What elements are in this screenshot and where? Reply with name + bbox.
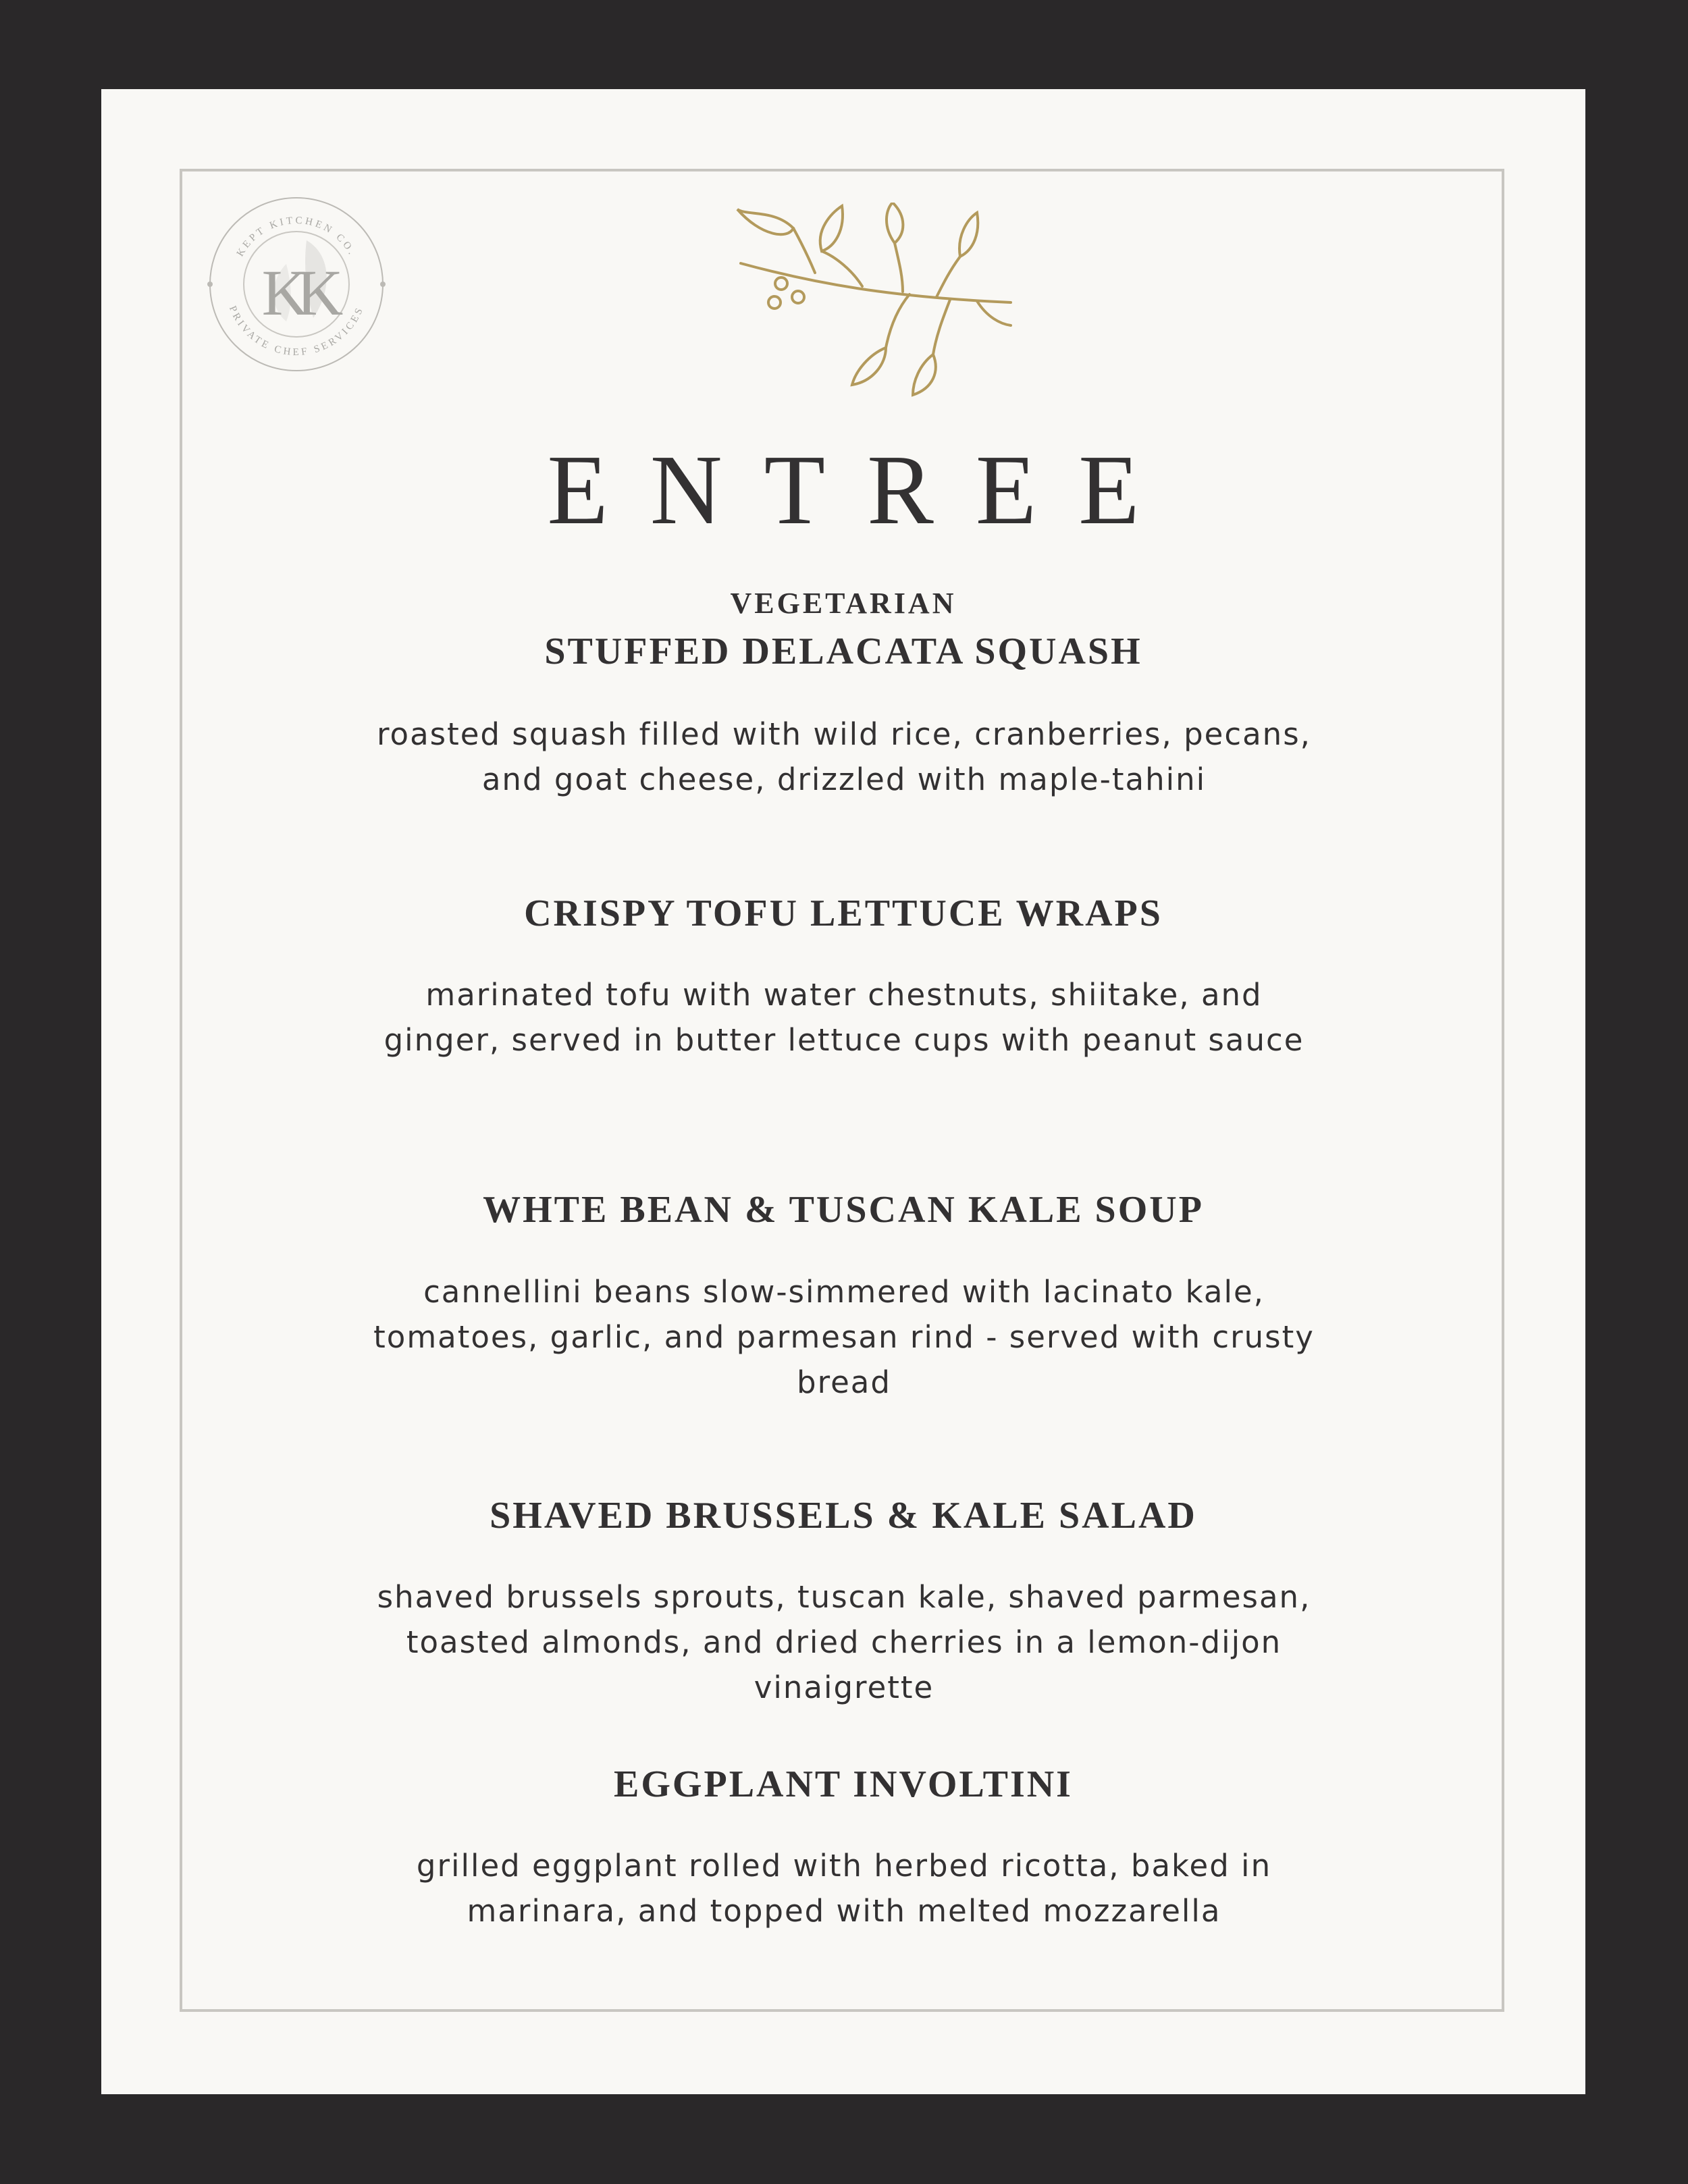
page-title: ENTREE xyxy=(547,435,1182,545)
menu-page xyxy=(101,89,1585,2094)
page-subtitle: VEGETARIAN xyxy=(730,587,957,620)
logo-ring-text-top: KEPT KITCHEN CO. xyxy=(234,215,359,259)
brand-logo xyxy=(205,193,388,375)
menu-item-name: EGGPLANT INVOLTINI xyxy=(614,1763,1073,1805)
menu-item-description: roasted squash filled with wild rice, cranberries, pecans, and goat cheese, drizzled with maple-tahini xyxy=(377,716,1311,797)
svg-text:KEPT KITCHEN CO. xyxy=(235,215,358,259)
menu-item-name: WHTE BEAN & TUSCAN KALE SOUP xyxy=(483,1189,1204,1231)
menu-item-description: cannellini beans slow-simmered with lacinato kale, tomatoes, garlic, and parmesan rind - served with crusty bread xyxy=(373,1274,1315,1400)
menu-item-description: shaved brussels sprouts, tuscan kale, shaved parmesan, toasted almonds, and dried cherries in a lemon-dijon vinaigrette xyxy=(377,1579,1311,1705)
menu-item-name: CRISPY TOFU LETTUCE WRAPS xyxy=(524,893,1163,934)
menu-item-name: SHAVED BRUSSELS & KALE SALAD xyxy=(490,1495,1197,1537)
menu-item-name: STUFFED DELACATA SQUASH xyxy=(544,631,1142,672)
olive-sprig-icon xyxy=(734,203,1018,398)
logo-initials: KK xyxy=(261,257,332,329)
menu-item-description: marinated tofu with water chestnuts, shiitake, and ginger, served in butter lettuce cups with peanut sauce xyxy=(384,977,1304,1058)
logo-ring-text-bottom: PRIVATE CHEF SERVICES xyxy=(226,304,367,358)
menu-item-description: grilled eggplant rolled with herbed ricotta, baked in marinara, and topped with melted mozzarella xyxy=(416,1848,1272,1929)
